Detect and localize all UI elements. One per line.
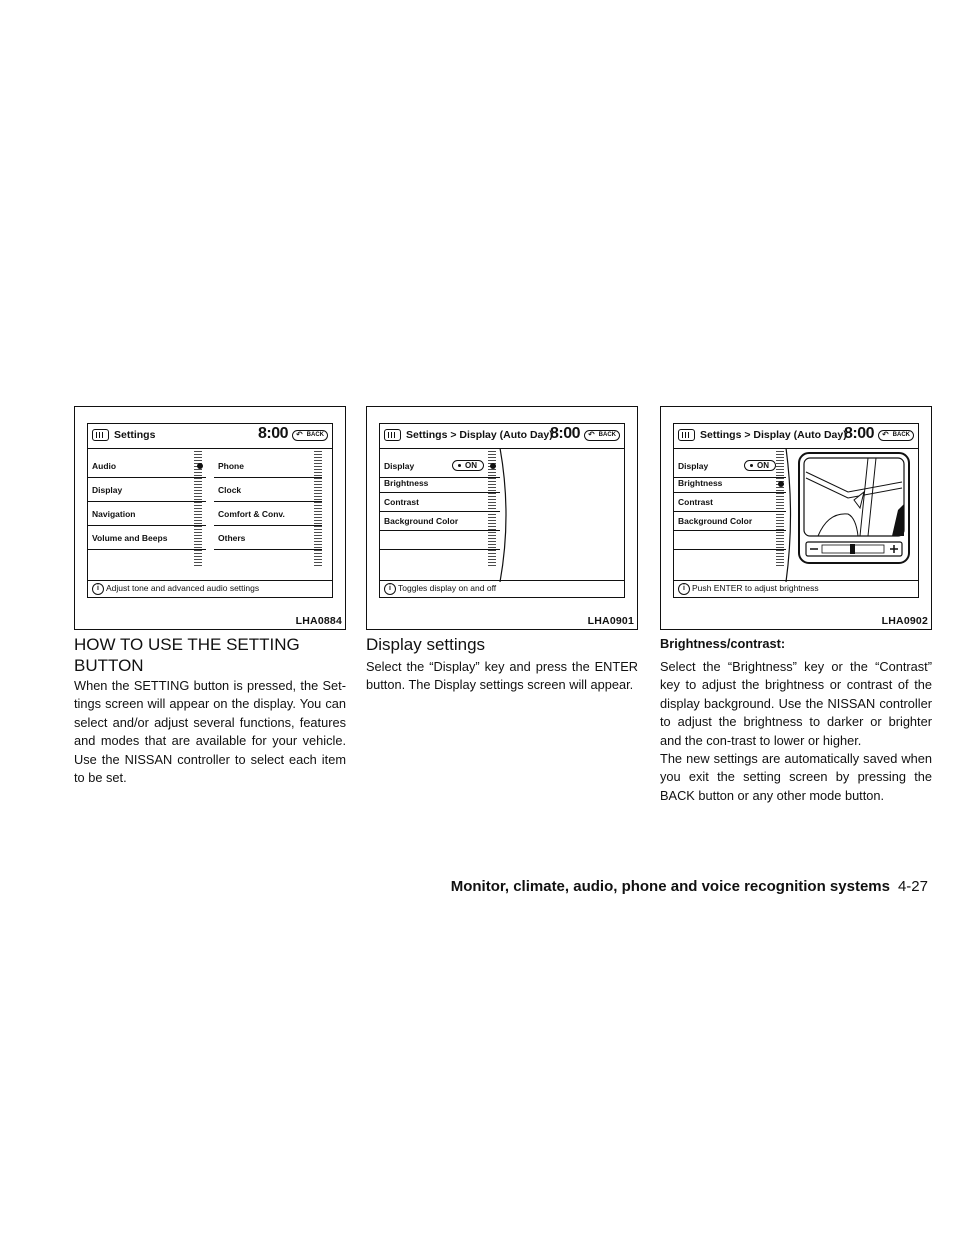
menu-item-contrast[interactable]: Contrast [674, 493, 786, 512]
section-heading-setting: HOW TO USE THE SETTING BUTTON [74, 635, 300, 675]
help-text: Push ENTER to adjust brightness [692, 583, 819, 593]
toggle-on[interactable] [452, 460, 484, 471]
figure-code: LHA0902 [881, 615, 928, 627]
scroll-indicator [776, 451, 784, 567]
menu-item-audio[interactable]: Audio [88, 454, 206, 478]
brightness-subheading: Brightness/contrast: [660, 636, 786, 651]
menu-item-brightness[interactable]: Brightness [674, 474, 786, 493]
menu-item-contrast[interactable]: Contrast [380, 493, 500, 512]
menu-item-phone[interactable]: Phone [214, 454, 322, 478]
info-icon: i [678, 583, 690, 595]
selected-dot [197, 463, 203, 469]
toggle-label: ON [465, 461, 477, 470]
scroll-indicator [314, 451, 322, 567]
toggle-on[interactable] [744, 460, 776, 471]
help-text: Adjust tone and advanced audio settings [106, 583, 260, 593]
screen-title: Settings > Display (Auto Day) [406, 429, 553, 441]
clock: 8:00 [843, 425, 874, 442]
menu-icon [384, 429, 401, 441]
map-preview [798, 452, 910, 564]
item-label: Display [384, 461, 415, 471]
figure-code: LHA0884 [295, 615, 342, 627]
menu-item-empty [380, 531, 500, 550]
section-name: Monitor, climate, audio, phone and voice recognition systems [450, 878, 890, 895]
back-button[interactable]: ↶ BACK [878, 430, 914, 441]
toggle-label: ON [757, 461, 769, 470]
menu-icon [678, 429, 695, 441]
menu-item-others[interactable]: Others [214, 526, 322, 550]
brightness-screen [673, 423, 919, 598]
menu-item-display[interactable]: Display [88, 478, 206, 502]
settings-screen [87, 423, 333, 598]
saving-body: The new settings are automatically saved when you exit the setting screen by pressing the BACK button or any other mode button. [660, 751, 932, 803]
screen-title: Settings > Display (Auto Day) [700, 429, 847, 441]
page-number: 4-27 [897, 878, 928, 895]
figure-display-settings [366, 406, 638, 630]
menu-icon [92, 429, 109, 441]
page-footer [451, 878, 928, 895]
brightness-body: Select the “Brightness” key or the “Contrast” key to adjust the brightness or contrast of the display background. Use the NISSAN controller to adjust the brightness to darker or brighter and the con-trast to lower or higher. [660, 659, 932, 748]
help-bar [380, 580, 624, 597]
screen-title: Settings [114, 429, 156, 441]
menu-item-volume[interactable]: Volume and Beeps [88, 526, 206, 550]
help-bar [88, 580, 332, 597]
section-heading-display: Display settings [366, 635, 486, 654]
setting-body: When the SETTING button is pressed, the Set-tings screen will appear on the display. You can select and/or adjust several functions, features and modes that are available for your vehicle. Use the NISSAN controller to select each item to be set. [74, 678, 346, 786]
info-icon: i [92, 583, 104, 595]
menu-item-brightness[interactable]: Brightness [380, 474, 500, 493]
clock: 8:00 [549, 425, 580, 442]
menu-item-empty [674, 531, 786, 550]
screen-header [88, 424, 332, 449]
menu-item-background-color[interactable]: Background Color [674, 512, 786, 531]
menu-item-comfort[interactable]: Comfort & Conv. [214, 502, 322, 526]
curve-divider [498, 448, 514, 582]
selected-dot [490, 463, 496, 469]
screen-header [674, 424, 918, 449]
figure-settings [74, 406, 346, 630]
help-bar [674, 580, 918, 597]
figure-code: LHA0901 [587, 615, 634, 627]
screen-header [380, 424, 624, 449]
display-body: Select the “Display” key and press the ENTER button. The Display settings screen will appear. [366, 659, 638, 693]
back-button[interactable]: ↶ BACK [292, 430, 328, 441]
curve-divider [784, 448, 796, 582]
menu-item-background-color[interactable]: Background Color [380, 512, 500, 531]
menu-item-navigation[interactable]: Navigation [88, 502, 206, 526]
info-icon: i [384, 583, 396, 595]
display-screen [379, 423, 625, 598]
clock: 8:00 [257, 425, 288, 442]
menu-item-clock[interactable]: Clock [214, 478, 322, 502]
help-text: Toggles display on and off [398, 583, 497, 593]
back-button[interactable]: ↶ BACK [584, 430, 620, 441]
figure-brightness [660, 406, 932, 630]
item-label: Display [678, 461, 709, 471]
